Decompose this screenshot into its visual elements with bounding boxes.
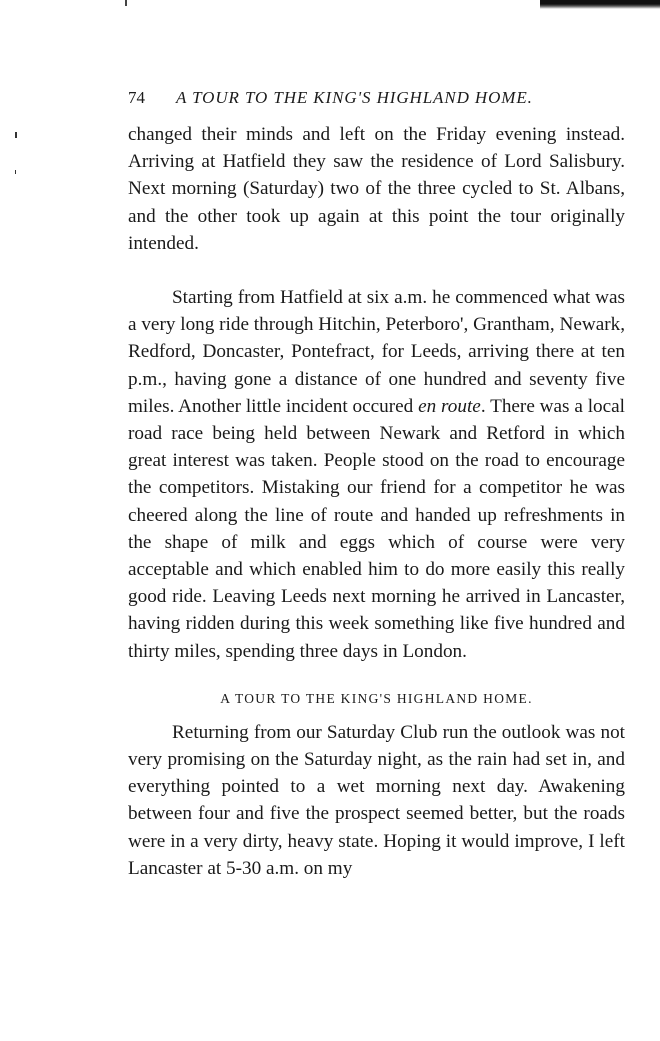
- paragraph-text: . There was a local road race being held between Newark and Retford in which great interest was taken. People stood on the road to encourage the competitors. Mistaking our friend for a competitor he was cheered along the line of route and handed up refreshments in the shape of milk and eggs which of course were very acceptable and which enabled him to do more easily this really good ride. Leaving Leeds next morning he arrived in Lancaster, having ridden during this week something like five hundred and thirty miles, spending three days in London.: [128, 395, 625, 662]
- page-number: 74: [128, 88, 145, 107]
- running-head-title: A TOUR TO THE KING'S HIGHLAND HOME.: [176, 88, 533, 107]
- paragraph-continuation: changed their minds and left on the Friday evening instead. Arriving at Hatfield they saw the residence of Lord Salisbury. Next morning (Saturday) two of the three cycled to St. Albans, and the other took up again at this point the tour originally intended.: [128, 124, 625, 254]
- paragraph-hatfield-ride: [128, 284, 625, 665]
- margin-artifact-mark: [15, 132, 17, 138]
- scan-artifact-mark: [125, 0, 127, 6]
- paragraph-text: Starting from Hatfield at six a.m. he commenced what was a very long ride through Hitchin, Peterboro', Grantham, Newark, Redford, Doncaster, Pontefract, for Leeds, arriving there at ten p.m., having gone a distance of one hundred and seventy five miles. Another little incident occured: [128, 287, 625, 417]
- page-body: [128, 121, 625, 882]
- running-head: [128, 84, 580, 112]
- italic-phrase: en route: [418, 395, 481, 417]
- margin-artifact-mark: [15, 170, 16, 174]
- paragraph-tour-start: Returning from our Saturday Club run the outlook was not very promising on the Saturday night, as the rain had set in, and everything pointed to a wet morning next day. Awakening between four and five the prospect seemed better, but the roads were in a very dirty, heavy state. Hoping it would improve, I left Lancaster at 5-30 a.m. on my: [128, 721, 625, 879]
- section-heading: A TOUR TO THE KING'S HIGHLAND HOME.: [220, 690, 533, 706]
- scan-edge-shadow: [540, 0, 660, 9]
